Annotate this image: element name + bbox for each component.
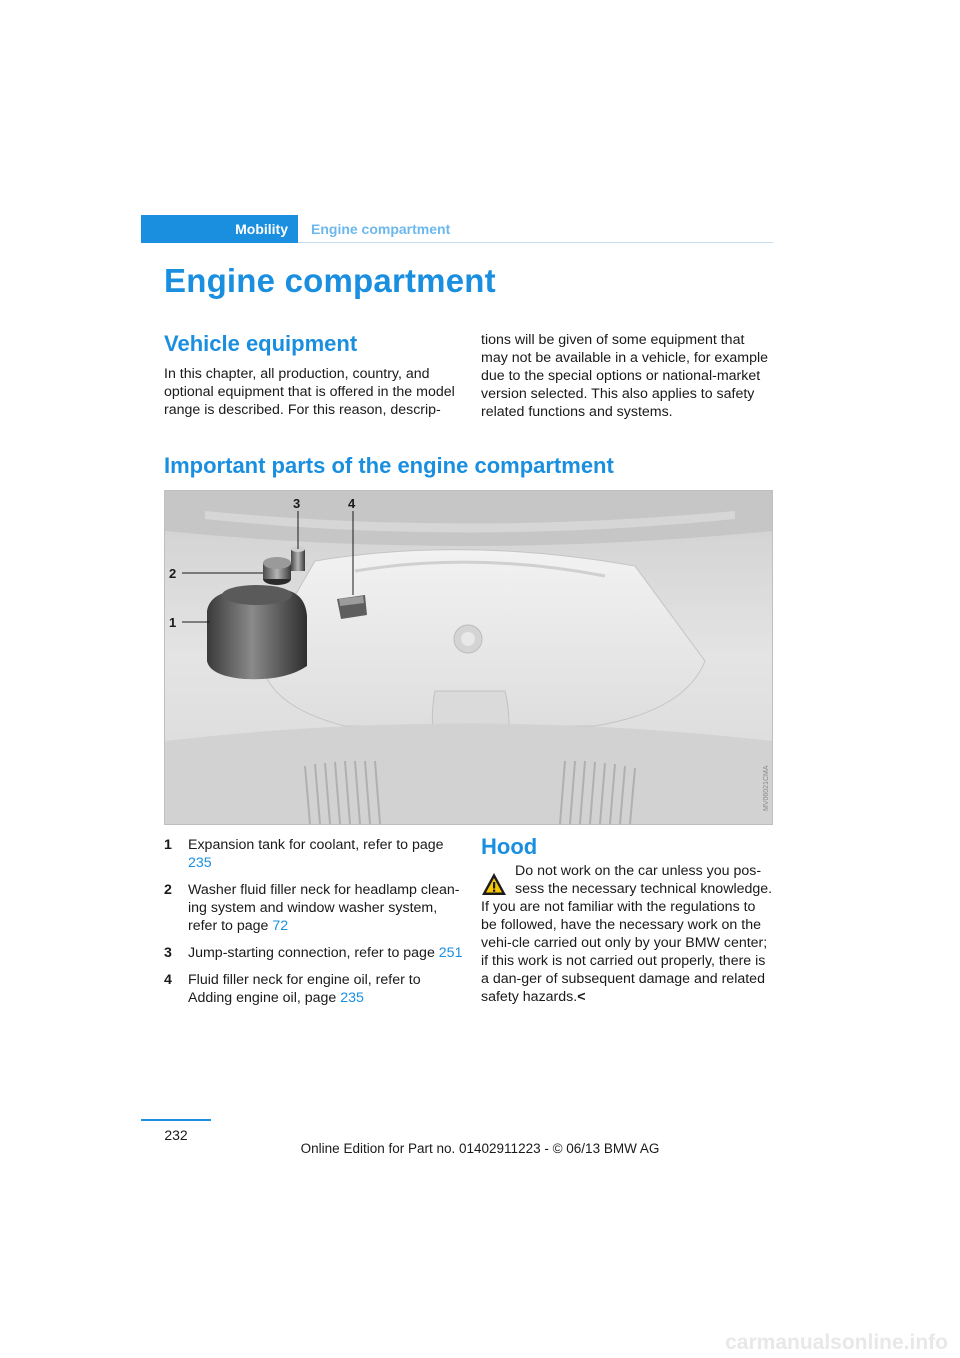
- list-item: [164, 881, 464, 935]
- heading-vehicle-equipment: Vehicle equipment: [164, 331, 358, 356]
- list-item-number: 3: [164, 945, 172, 961]
- list-item: [164, 836, 464, 872]
- list-item: [164, 944, 464, 962]
- page-link[interactable]: 235: [340, 990, 364, 1006]
- engine-compartment-image: [164, 490, 773, 825]
- watermark: carmanualsonline.info: [725, 1331, 948, 1354]
- page-number-rule: [141, 1119, 211, 1121]
- list-item-text: Jump-starting connection, refer to page: [188, 945, 435, 961]
- callout-2: 2: [169, 566, 177, 581]
- list-item-number: 4: [164, 972, 172, 988]
- header-chapter-title: Engine compartment: [311, 221, 451, 237]
- list-item-text: Fluid filler neck for engine oil, refer to Adding engine oil, page: [188, 972, 421, 1006]
- page-link[interactable]: 251: [438, 945, 463, 961]
- list-item: [164, 971, 464, 1007]
- heading-hood: Hood: [481, 834, 538, 859]
- list-item-number: 2: [164, 882, 172, 898]
- hood-warning-text: [481, 862, 773, 1006]
- hood-text: Do not work on the car unless you pos-sess the necessary technical knowledge. If you are not familiar with the regulations to be followed, have the necessary work on the vehi-cle carried out only by your BMW center; if this work is not carried out properly, there is a dan-ger of subsequent damage and related safety hazards.: [481, 863, 773, 1005]
- page-title: Engine compartment: [164, 262, 496, 299]
- page-number: 232: [164, 1127, 188, 1143]
- heading-important-parts: Important parts of the engine compartment: [164, 453, 614, 478]
- list-item-text: Washer fluid filler neck for headlamp clean-ing system and window washer system, refer to page: [188, 882, 460, 934]
- vehicle-equipment-col2: tions will be given of some equipment that may not be available in a vehicle, for example due to the special options or national-market version selected. This also applies to safety related functions and systems.: [481, 332, 769, 420]
- callout-1: 1: [169, 615, 177, 630]
- callout-4: 4: [348, 496, 356, 511]
- vehicle-equipment-col1: In this chapter, all production, country, and optional equipment that is offered in the model range is described. For this reason, descrip-: [164, 366, 455, 418]
- header-rule: [298, 242, 773, 243]
- callout-3: 3: [293, 496, 301, 511]
- header-section-label: Mobility: [235, 221, 288, 237]
- page-link[interactable]: 72: [272, 918, 289, 934]
- page-link[interactable]: 235: [188, 855, 212, 871]
- list-item-text: Expansion tank for coolant, refer to page: [188, 837, 444, 853]
- footer-edition: Online Edition for Part no. 01402911223 - © 06/13 BMW AG: [300, 1141, 660, 1156]
- end-mark: <: [577, 989, 586, 1005]
- parts-list: [164, 836, 464, 1016]
- image-code: MV06021CMA: [763, 765, 770, 811]
- list-item-number: 1: [164, 837, 172, 853]
